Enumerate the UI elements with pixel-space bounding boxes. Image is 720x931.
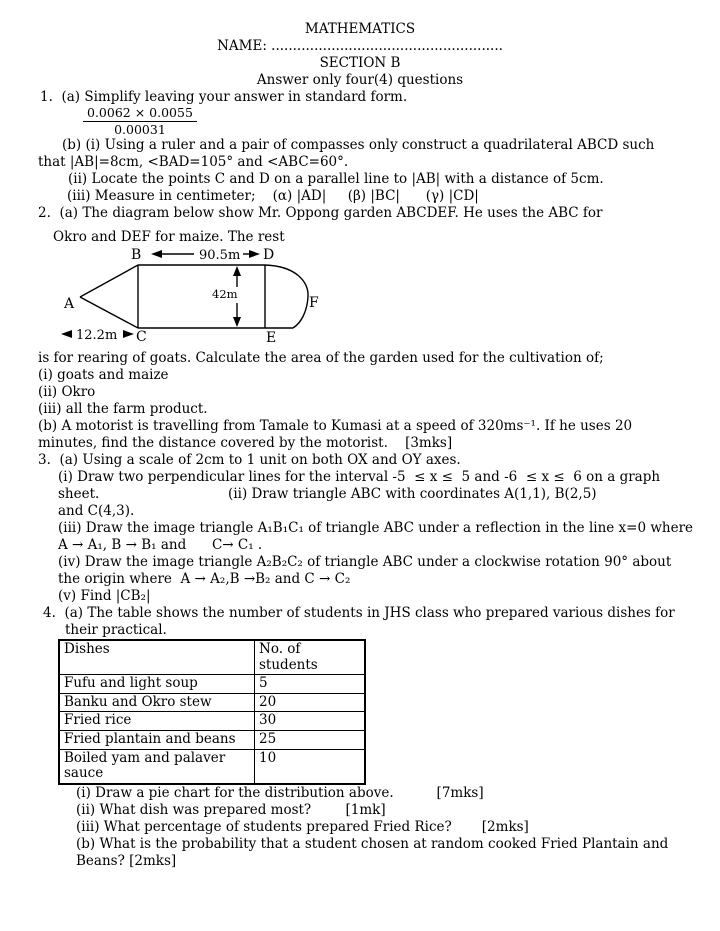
name-fill-line: NAME: ...................................................... bbox=[217, 38, 503, 54]
dish-cell: Fried rice bbox=[59, 712, 255, 731]
table-row bbox=[59, 693, 365, 712]
table-row bbox=[59, 675, 365, 694]
column-header-dishes: Dishes bbox=[59, 640, 255, 675]
semicircle-arc bbox=[265, 265, 308, 328]
garden-diagram-wrap bbox=[0, 246, 720, 350]
q1-line-b-i-1: (b) (i) Using a ruler and a pair of compasses only construct a quadrilateral ABCD such bbox=[62, 137, 655, 153]
q4-line-a-1: 4. (a) The table shows the number of students in JHS class who prepared various dishes for bbox=[43, 605, 675, 621]
garden-diagram bbox=[55, 243, 335, 347]
q3-line-iv-2: the origin where A → A₂,B →B₂ and C → C₂ bbox=[58, 571, 351, 587]
table-row bbox=[59, 749, 365, 784]
q4-line-b-1: (b) What is the probability that a student chosen at random cooked Fried Plantain and bbox=[76, 835, 669, 852]
arrow-down-icon bbox=[233, 317, 241, 327]
q3-line-iii-1: (iii) Draw the image triangle A₁B₁C₁ of triangle ABC under a reflection in the line x=0 where bbox=[58, 520, 694, 536]
section-heading: SECTION B bbox=[319, 55, 401, 71]
dish-cell: Banku and Okro stew bbox=[59, 693, 255, 712]
arrow-right-icon bbox=[249, 250, 260, 258]
q4-line-a-2: their practical. bbox=[65, 622, 167, 638]
triangle-lower-side bbox=[80, 297, 138, 328]
q3-line-i-2: sheet. (ii) Draw triangle ABC with coordinates A(1,1), B(2,5) bbox=[58, 486, 597, 502]
vertex-label-e: E bbox=[266, 330, 277, 346]
vertex-label-c: C bbox=[136, 329, 147, 345]
q2-line-b-2: minutes, find the distance covered by the motorist. [3mks] bbox=[38, 435, 453, 451]
q3-line-v: (v) Find |CB₂| bbox=[58, 588, 151, 604]
q2-line-a-2: Okro and DEF for maize. The rest bbox=[53, 229, 285, 245]
q3-line-i-3: and C(4,3). bbox=[58, 503, 135, 519]
table-row bbox=[59, 730, 365, 749]
q4-line-b-2: Beans? [2mks] bbox=[76, 852, 177, 869]
section-instruction: Answer only four(4) questions bbox=[256, 72, 464, 88]
vertex-label-d: D bbox=[263, 247, 275, 263]
dish-cell: Fried plantain and beans bbox=[59, 730, 255, 749]
height-measure-label: 42m bbox=[212, 287, 238, 301]
q2-line-a-i: (i) goats and maize bbox=[38, 367, 169, 383]
q3-line-iv-1: (iv) Draw the image triangle A₂B₂C₂ of triangle ABC under a clockwise rotation 90° about bbox=[58, 554, 672, 570]
page-title: MATHEMATICS bbox=[304, 21, 416, 37]
q2-line-a-iii: (iii) all the farm product. bbox=[38, 401, 208, 417]
vertex-label-f: F bbox=[309, 295, 319, 311]
q2-line-b-1: (b) A motorist is travelling from Tamale to Kumasi at a speed of 320ms⁻¹. If he uses 20 bbox=[38, 418, 633, 434]
q3-line-a: 3. (a) Using a scale of 2cm to 1 unit on both OX and OY axes. bbox=[38, 452, 461, 468]
q2-line-a-3: is for rearing of goats. Calculate the area of the garden used for the cultivation of; bbox=[38, 350, 604, 366]
count-cell: 20 bbox=[255, 693, 366, 712]
count-cell: 5 bbox=[255, 675, 366, 694]
vertex-label-a: A bbox=[64, 296, 75, 312]
q1-line-b-iii: (iii) Measure in centimeter; (α) |AD| (β) |BC| (γ) |CD| bbox=[67, 188, 479, 204]
q4-line-iii: (iii) What percentage of students prepared Fried Rice? [2mks] bbox=[76, 818, 529, 835]
q1-fraction-denominator: 0.00031 bbox=[114, 122, 166, 137]
bottom-measure-label: 12.2m bbox=[76, 328, 118, 343]
q2-line-a-ii: (ii) Okro bbox=[38, 384, 96, 400]
table-row bbox=[59, 712, 365, 731]
q4-line-ii: (ii) What dish was prepared most? [1mk] bbox=[76, 801, 386, 818]
dishes-table bbox=[58, 639, 366, 785]
arrow-left-icon bbox=[151, 250, 162, 258]
q1-fraction-numerator: 0.0062 × 0.0055 bbox=[83, 106, 197, 122]
q1-fraction bbox=[83, 106, 197, 137]
column-header-students: No. of students bbox=[255, 640, 366, 675]
count-cell: 25 bbox=[255, 730, 366, 749]
count-cell: 30 bbox=[255, 712, 366, 731]
q1-line-b-i-2: that |AB|=8cm, <BAD=105° and <ABC=60°. bbox=[38, 154, 349, 170]
top-measure-label: 90.5m bbox=[199, 248, 241, 263]
q1-line-a: 1. (a) Simplify leaving your answer in standard form. bbox=[40, 89, 408, 105]
q4-line-i: (i) Draw a pie chart for the distribution above. [7mks] bbox=[76, 784, 484, 801]
vertex-label-b: B bbox=[131, 247, 142, 263]
triangle-upper-side bbox=[80, 265, 138, 297]
q2-line-a-1: 2. (a) The diagram below show Mr. Oppong garden ABCDEF. He uses the ABC for bbox=[38, 205, 603, 221]
q3-line-i-1: (i) Draw two perpendicular lines for the interval -5 ≤ x ≤ 5 and -6 ≤ x ≤ 6 on a graph bbox=[58, 469, 661, 485]
table-header-row bbox=[59, 640, 365, 675]
q1-line-b-ii: (ii) Locate the points C and D on a parallel line to |AB| with a distance of 5cm. bbox=[68, 171, 604, 187]
q3-line-iii-2: A → A₁, B → B₁ and C→ C₁ . bbox=[58, 537, 263, 553]
dish-cell: Fufu and light soup bbox=[59, 675, 255, 694]
dish-cell: Boiled yam and palaver sauce bbox=[59, 749, 255, 784]
count-cell: 10 bbox=[255, 749, 366, 784]
arrow-left-icon bbox=[61, 330, 72, 338]
arrow-right-icon bbox=[123, 330, 134, 338]
